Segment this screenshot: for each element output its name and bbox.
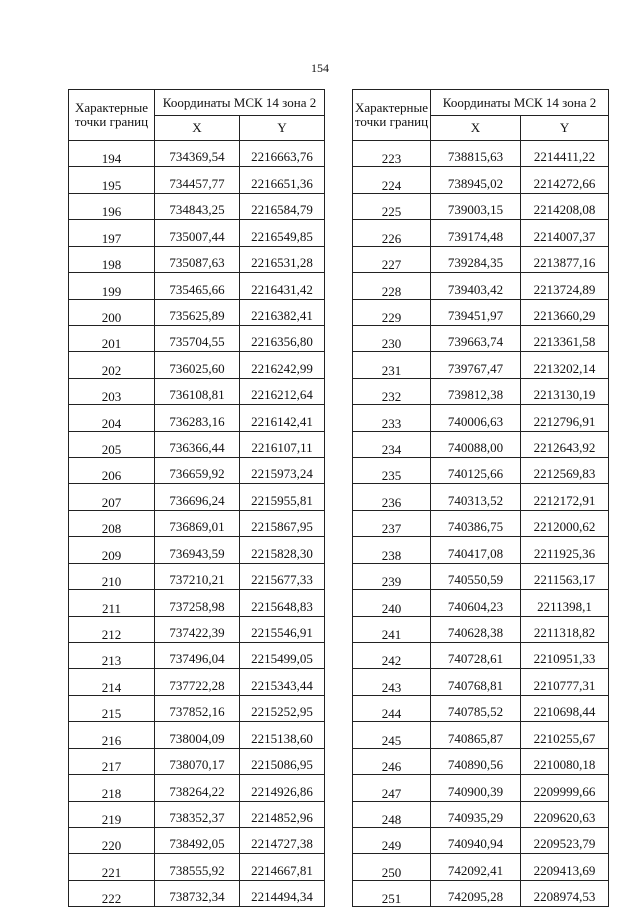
point-number-cell: 235 xyxy=(353,458,431,484)
y-coordinate-cell: 2213660,29 xyxy=(521,299,609,325)
point-number-cell: 251 xyxy=(353,880,431,906)
x-coordinate-cell: 740417,08 xyxy=(431,537,521,563)
x-coordinate-cell: 736869,01 xyxy=(155,510,240,536)
x-coordinate-cell: 740313,52 xyxy=(431,484,521,510)
y-coordinate-cell: 2211318,82 xyxy=(521,616,609,642)
x-coordinate-cell: 740890,56 xyxy=(431,748,521,774)
table-row xyxy=(353,775,609,801)
y-coordinate-cell: 2212796,91 xyxy=(521,405,609,431)
x-coordinate-cell: 742092,41 xyxy=(431,854,521,880)
y-coordinate-cell: 2211563,17 xyxy=(521,563,609,589)
y-coordinate-cell: 2211398,1 xyxy=(521,590,609,616)
y-coordinate-cell: 2209413,69 xyxy=(521,854,609,880)
x-coordinate-cell: 740900,39 xyxy=(431,775,521,801)
coordinates-table-left xyxy=(68,89,325,907)
point-number-cell: 209 xyxy=(69,537,155,563)
y-coordinate-cell: 2215252,95 xyxy=(240,695,325,721)
table-row xyxy=(69,167,325,193)
x-coordinate-cell: 739174,48 xyxy=(431,220,521,246)
table-row xyxy=(353,352,609,378)
point-number-cell: 248 xyxy=(353,801,431,827)
point-number-cell: 225 xyxy=(353,193,431,219)
y-coordinate-cell: 2216142,41 xyxy=(240,405,325,431)
x-coordinate-cell: 740865,87 xyxy=(431,722,521,748)
x-coordinate-cell: 740604,23 xyxy=(431,590,521,616)
table-body-left xyxy=(69,141,325,907)
y-coordinate-cell: 2210951,33 xyxy=(521,643,609,669)
x-coordinate-cell: 735087,63 xyxy=(155,246,240,272)
point-number-cell: 218 xyxy=(69,775,155,801)
x-coordinate-cell: 738815,63 xyxy=(431,141,521,167)
point-number-cell: 210 xyxy=(69,563,155,589)
table-row xyxy=(69,880,325,906)
point-number-cell: 231 xyxy=(353,352,431,378)
table-row xyxy=(353,193,609,219)
y-coordinate-cell: 2215955,81 xyxy=(240,484,325,510)
x-coordinate-cell: 736025,60 xyxy=(155,352,240,378)
table-row xyxy=(69,352,325,378)
y-coordinate-cell: 2214272,66 xyxy=(521,167,609,193)
point-number-cell: 247 xyxy=(353,775,431,801)
x-coordinate-cell: 739767,47 xyxy=(431,352,521,378)
point-number-cell: 206 xyxy=(69,458,155,484)
y-coordinate-cell: 2216382,41 xyxy=(240,299,325,325)
x-coordinate-cell: 737852,16 xyxy=(155,695,240,721)
header-coordinates-group: Координаты МСК 14 зона 2 xyxy=(155,90,325,116)
table-row xyxy=(69,590,325,616)
table-row xyxy=(69,669,325,695)
table-row xyxy=(69,246,325,272)
table-row xyxy=(353,141,609,167)
x-coordinate-cell: 738945,02 xyxy=(431,167,521,193)
x-coordinate-cell: 736943,59 xyxy=(155,537,240,563)
y-coordinate-cell: 2216651,36 xyxy=(240,167,325,193)
point-number-cell: 202 xyxy=(69,352,155,378)
y-coordinate-cell: 2215343,44 xyxy=(240,669,325,695)
y-coordinate-cell: 2214667,81 xyxy=(240,854,325,880)
table-row xyxy=(69,484,325,510)
point-number-cell: 205 xyxy=(69,431,155,457)
point-number-cell: 240 xyxy=(353,590,431,616)
table-row xyxy=(69,431,325,457)
point-number-cell: 230 xyxy=(353,325,431,351)
table-row xyxy=(353,590,609,616)
header-x: X xyxy=(431,116,521,141)
table-row xyxy=(353,563,609,589)
y-coordinate-cell: 2216431,42 xyxy=(240,273,325,299)
table-row xyxy=(69,378,325,404)
table-row xyxy=(353,748,609,774)
point-number-cell: 232 xyxy=(353,378,431,404)
y-coordinate-cell: 2215677,33 xyxy=(240,563,325,589)
point-number-cell: 197 xyxy=(69,220,155,246)
y-coordinate-cell: 2210698,44 xyxy=(521,695,609,721)
y-coordinate-cell: 2209523,79 xyxy=(521,827,609,853)
table-row xyxy=(69,193,325,219)
x-coordinate-cell: 737722,28 xyxy=(155,669,240,695)
table-row xyxy=(353,484,609,510)
x-coordinate-cell: 740768,81 xyxy=(431,669,521,695)
header-x: X xyxy=(155,116,240,141)
x-coordinate-cell: 739451,97 xyxy=(431,299,521,325)
table-row xyxy=(353,325,609,351)
x-coordinate-cell: 735007,44 xyxy=(155,220,240,246)
x-coordinate-cell: 739663,74 xyxy=(431,325,521,351)
table-row xyxy=(353,827,609,853)
point-number-cell: 221 xyxy=(69,854,155,880)
x-coordinate-cell: 739003,15 xyxy=(431,193,521,219)
table-row xyxy=(353,273,609,299)
y-coordinate-cell: 2216663,76 xyxy=(240,141,325,167)
table-row xyxy=(353,458,609,484)
y-coordinate-cell: 2213361,58 xyxy=(521,325,609,351)
table-row xyxy=(353,246,609,272)
y-coordinate-cell: 2213724,89 xyxy=(521,273,609,299)
point-number-cell: 236 xyxy=(353,484,431,510)
y-coordinate-cell: 2215546,91 xyxy=(240,616,325,642)
point-number-cell: 222 xyxy=(69,880,155,906)
y-coordinate-cell: 2216107,11 xyxy=(240,431,325,457)
x-coordinate-cell: 738492,05 xyxy=(155,827,240,853)
x-coordinate-cell: 738004,09 xyxy=(155,722,240,748)
x-coordinate-cell: 739284,35 xyxy=(431,246,521,272)
x-coordinate-cell: 736659,92 xyxy=(155,458,240,484)
y-coordinate-cell: 2215648,83 xyxy=(240,590,325,616)
y-coordinate-cell: 2216242,99 xyxy=(240,352,325,378)
x-coordinate-cell: 738732,34 xyxy=(155,880,240,906)
table-row xyxy=(353,643,609,669)
y-coordinate-cell: 2216584,79 xyxy=(240,193,325,219)
point-number-cell: 219 xyxy=(69,801,155,827)
x-coordinate-cell: 740728,61 xyxy=(431,643,521,669)
table-body-right xyxy=(353,141,609,907)
table-row xyxy=(69,405,325,431)
table-row xyxy=(69,748,325,774)
x-coordinate-cell: 740785,52 xyxy=(431,695,521,721)
y-coordinate-cell: 2214494,34 xyxy=(240,880,325,906)
table-row xyxy=(69,616,325,642)
point-number-cell: 223 xyxy=(353,141,431,167)
point-number-cell: 215 xyxy=(69,695,155,721)
point-number-cell: 233 xyxy=(353,405,431,431)
x-coordinate-cell: 736283,16 xyxy=(155,405,240,431)
y-coordinate-cell: 2208974,53 xyxy=(521,880,609,906)
coordinates-table-right xyxy=(352,89,609,907)
x-coordinate-cell: 735465,66 xyxy=(155,273,240,299)
x-coordinate-cell: 736696,24 xyxy=(155,484,240,510)
y-coordinate-cell: 2216356,80 xyxy=(240,325,325,351)
header-characteristic-points: Характерные точки границ xyxy=(69,90,155,141)
table-row xyxy=(69,510,325,536)
table-row xyxy=(353,431,609,457)
point-number-cell: 213 xyxy=(69,643,155,669)
point-number-cell: 239 xyxy=(353,563,431,589)
y-coordinate-cell: 2210255,67 xyxy=(521,722,609,748)
table-row xyxy=(353,669,609,695)
x-coordinate-cell: 739812,38 xyxy=(431,378,521,404)
table-row xyxy=(69,273,325,299)
point-number-cell: 245 xyxy=(353,722,431,748)
y-coordinate-cell: 2212000,62 xyxy=(521,510,609,536)
x-coordinate-cell: 738555,92 xyxy=(155,854,240,880)
point-number-cell: 250 xyxy=(353,854,431,880)
x-coordinate-cell: 735625,89 xyxy=(155,299,240,325)
x-coordinate-cell: 738352,37 xyxy=(155,801,240,827)
point-number-cell: 212 xyxy=(69,616,155,642)
y-coordinate-cell: 2215086,95 xyxy=(240,748,325,774)
point-number-cell: 203 xyxy=(69,378,155,404)
table-row xyxy=(353,405,609,431)
y-coordinate-cell: 2212569,83 xyxy=(521,458,609,484)
table-row xyxy=(353,537,609,563)
y-coordinate-cell: 2211925,36 xyxy=(521,537,609,563)
x-coordinate-cell: 734457,77 xyxy=(155,167,240,193)
point-number-cell: 211 xyxy=(69,590,155,616)
page-number: 154 xyxy=(311,61,329,75)
y-coordinate-cell: 2215138,60 xyxy=(240,722,325,748)
table-row xyxy=(353,722,609,748)
table-row xyxy=(353,167,609,193)
y-coordinate-cell: 2214208,08 xyxy=(521,193,609,219)
point-number-cell: 237 xyxy=(353,510,431,536)
point-number-cell: 242 xyxy=(353,643,431,669)
x-coordinate-cell: 740935,29 xyxy=(431,801,521,827)
y-coordinate-cell: 2214411,22 xyxy=(521,141,609,167)
y-coordinate-cell: 2214727,38 xyxy=(240,827,325,853)
table-row xyxy=(353,616,609,642)
y-coordinate-cell: 2209620,63 xyxy=(521,801,609,827)
point-number-cell: 244 xyxy=(353,695,431,721)
point-number-cell: 216 xyxy=(69,722,155,748)
x-coordinate-cell: 734843,25 xyxy=(155,193,240,219)
point-number-cell: 229 xyxy=(353,299,431,325)
table-row xyxy=(353,695,609,721)
y-coordinate-cell: 2210080,18 xyxy=(521,748,609,774)
table-row xyxy=(69,643,325,669)
point-number-cell: 241 xyxy=(353,616,431,642)
table-row xyxy=(353,880,609,906)
point-number-cell: 200 xyxy=(69,299,155,325)
y-coordinate-cell: 2215499,05 xyxy=(240,643,325,669)
x-coordinate-cell: 738070,17 xyxy=(155,748,240,774)
table-row xyxy=(69,695,325,721)
y-coordinate-cell: 2215867,95 xyxy=(240,510,325,536)
point-number-cell: 194 xyxy=(69,141,155,167)
y-coordinate-cell: 2216549,85 xyxy=(240,220,325,246)
y-coordinate-cell: 2210777,31 xyxy=(521,669,609,695)
x-coordinate-cell: 737210,21 xyxy=(155,563,240,589)
point-number-cell: 201 xyxy=(69,325,155,351)
x-coordinate-cell: 740940,94 xyxy=(431,827,521,853)
x-coordinate-cell: 739403,42 xyxy=(431,273,521,299)
x-coordinate-cell: 738264,22 xyxy=(155,775,240,801)
y-coordinate-cell: 2213130,19 xyxy=(521,378,609,404)
point-number-cell: 246 xyxy=(353,748,431,774)
x-coordinate-cell: 740006,63 xyxy=(431,405,521,431)
point-number-cell: 228 xyxy=(353,273,431,299)
table-row xyxy=(69,801,325,827)
y-coordinate-cell: 2214852,96 xyxy=(240,801,325,827)
point-number-cell: 238 xyxy=(353,537,431,563)
y-coordinate-cell: 2216531,28 xyxy=(240,246,325,272)
point-number-cell: 199 xyxy=(69,273,155,299)
y-coordinate-cell: 2216212,64 xyxy=(240,378,325,404)
table-row xyxy=(69,775,325,801)
point-number-cell: 217 xyxy=(69,748,155,774)
x-coordinate-cell: 736108,81 xyxy=(155,378,240,404)
table-row xyxy=(353,854,609,880)
y-coordinate-cell: 2213877,16 xyxy=(521,246,609,272)
table-row xyxy=(69,458,325,484)
y-coordinate-cell: 2212172,91 xyxy=(521,484,609,510)
point-number-cell: 224 xyxy=(353,167,431,193)
x-coordinate-cell: 734369,54 xyxy=(155,141,240,167)
point-number-cell: 243 xyxy=(353,669,431,695)
y-coordinate-cell: 2214007,37 xyxy=(521,220,609,246)
point-number-cell: 196 xyxy=(69,193,155,219)
y-coordinate-cell: 2212643,92 xyxy=(521,431,609,457)
table-row xyxy=(353,299,609,325)
y-coordinate-cell: 2213202,14 xyxy=(521,352,609,378)
header-y: Y xyxy=(240,116,325,141)
x-coordinate-cell: 737422,39 xyxy=(155,616,240,642)
table-row xyxy=(353,801,609,827)
y-coordinate-cell: 2214926,86 xyxy=(240,775,325,801)
y-coordinate-cell: 2215828,30 xyxy=(240,537,325,563)
point-number-cell: 249 xyxy=(353,827,431,853)
header-coordinates-group: Координаты МСК 14 зона 2 xyxy=(431,90,609,116)
point-number-cell: 195 xyxy=(69,167,155,193)
table-row xyxy=(69,220,325,246)
table-row xyxy=(69,827,325,853)
point-number-cell: 234 xyxy=(353,431,431,457)
x-coordinate-cell: 735704,55 xyxy=(155,325,240,351)
x-coordinate-cell: 742095,28 xyxy=(431,880,521,906)
y-coordinate-cell: 2209999,66 xyxy=(521,775,609,801)
x-coordinate-cell: 740628,38 xyxy=(431,616,521,642)
table-row xyxy=(353,220,609,246)
y-coordinate-cell: 2215973,24 xyxy=(240,458,325,484)
point-number-cell: 214 xyxy=(69,669,155,695)
table-row xyxy=(69,854,325,880)
x-coordinate-cell: 737258,98 xyxy=(155,590,240,616)
point-number-cell: 220 xyxy=(69,827,155,853)
header-characteristic-points: Характерные точки границ xyxy=(353,90,431,141)
table-row xyxy=(69,537,325,563)
x-coordinate-cell: 740550,59 xyxy=(431,563,521,589)
x-coordinate-cell: 740125,66 xyxy=(431,458,521,484)
table-row xyxy=(69,299,325,325)
table-row xyxy=(69,563,325,589)
table-row xyxy=(353,378,609,404)
x-coordinate-cell: 736366,44 xyxy=(155,431,240,457)
point-number-cell: 207 xyxy=(69,484,155,510)
x-coordinate-cell: 740386,75 xyxy=(431,510,521,536)
point-number-cell: 204 xyxy=(69,405,155,431)
point-number-cell: 198 xyxy=(69,246,155,272)
table-row xyxy=(353,510,609,536)
x-coordinate-cell: 740088,00 xyxy=(431,431,521,457)
header-y: Y xyxy=(521,116,609,141)
x-coordinate-cell: 737496,04 xyxy=(155,643,240,669)
table-row xyxy=(69,325,325,351)
table-row xyxy=(69,722,325,748)
point-number-cell: 227 xyxy=(353,246,431,272)
point-number-cell: 226 xyxy=(353,220,431,246)
table-row xyxy=(69,141,325,167)
point-number-cell: 208 xyxy=(69,510,155,536)
